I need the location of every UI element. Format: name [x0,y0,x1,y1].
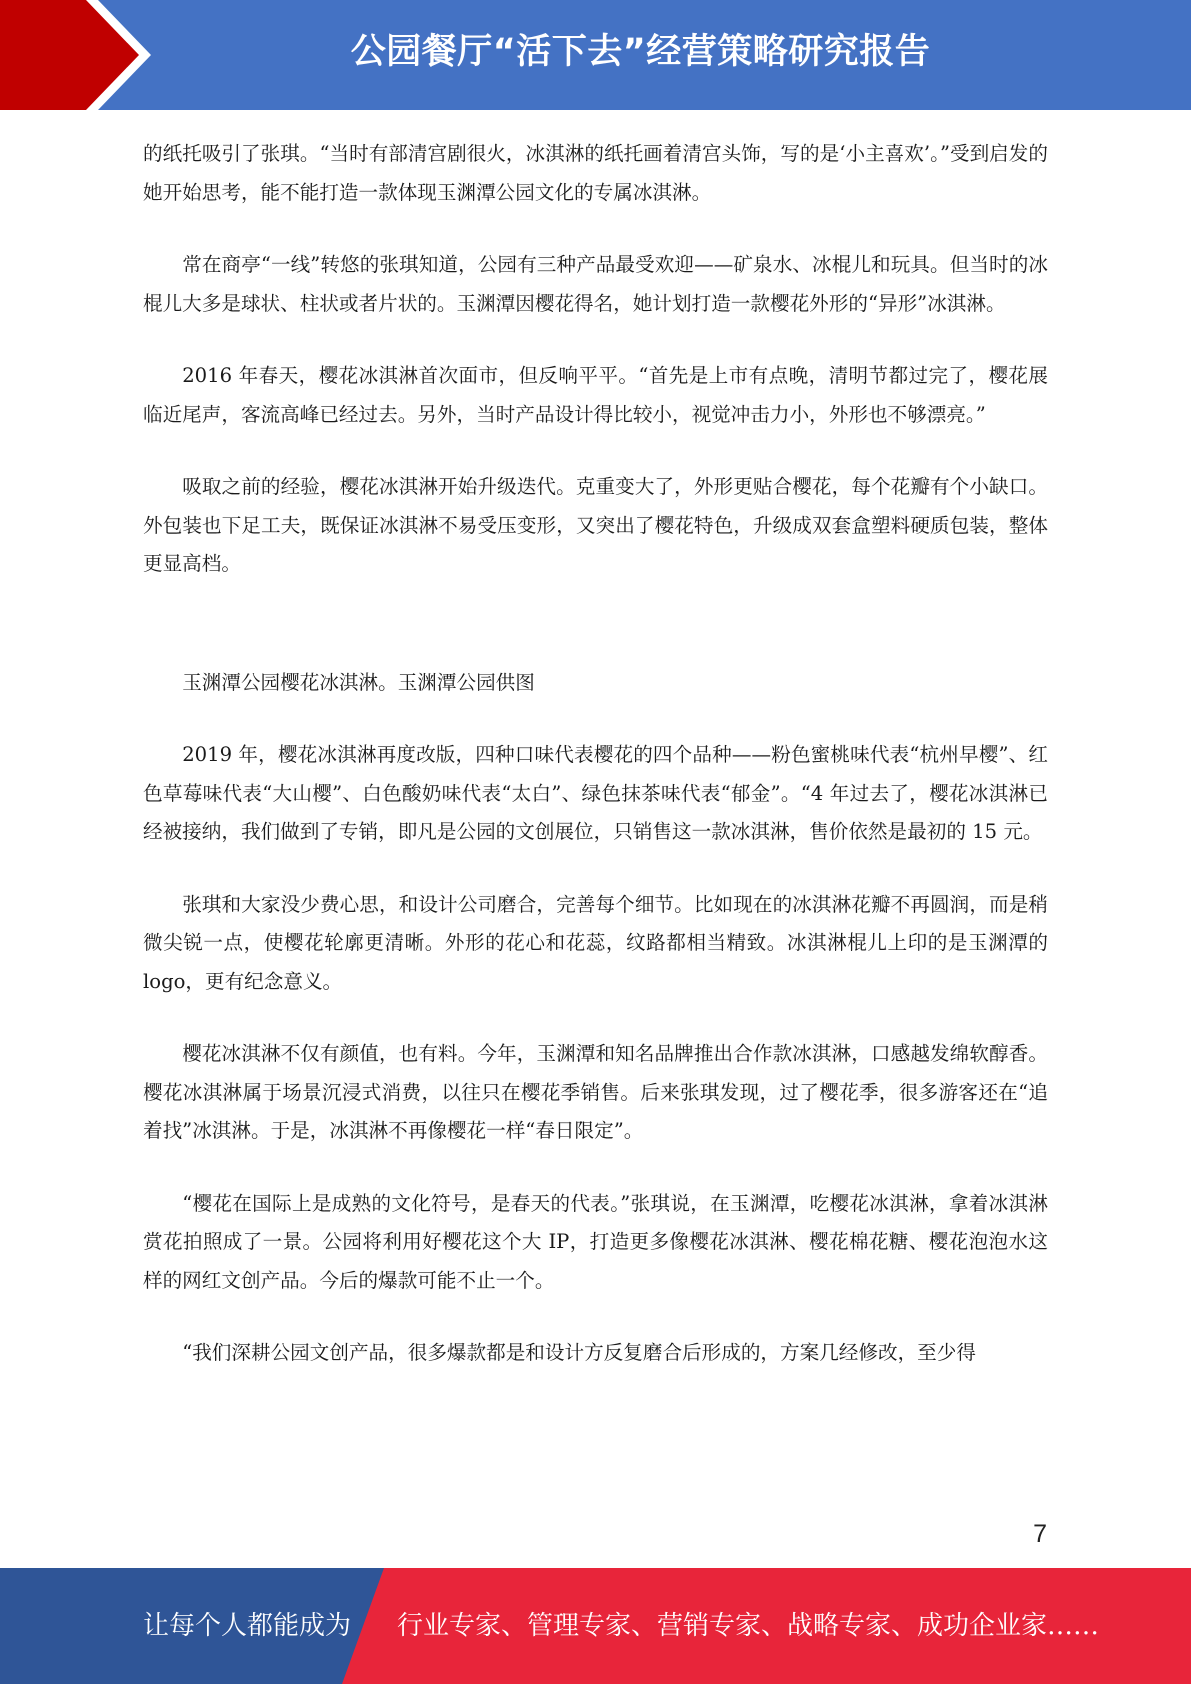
paragraph: 张琪和大家没少费心思，和设计公司磨合，完善每个细节。比如现在的冰淇淋花瓣不再圆润，而是稍微尖锐一点，使樱花轮廓更清晰。外形的花心和花蕊，纹路都相当精致。冰淇淋棍儿上印的是玉渊潭的 logo，更有纪念意义。 [143,892,1048,993]
image-caption: 玉渊潭公园樱花冰淇淋。玉渊潭公园供图 [182,670,535,694]
page-number: 7 [1033,1520,1047,1548]
paragraph: 的纸托吸引了张琪。“当时有部清宫剧很火，冰淇淋的纸托画着清宫头饰，写的是‘小主喜欢’。”受到启发的她开始思考，能不能打造一款体现玉渊潭公园文化的专属冰淇淋。 [143,142,1048,204]
footer-slogan-left: 让每个人都能成为 [143,1611,352,1641]
page-footer [0,1568,1191,1684]
paragraph: 2016 年春天，樱花冰淇淋首次面市，但反响平平。“首先是上市有点晚，清明节都过完了，樱花展临近尾声，客流高峰已经过去。另外，当时产品设计得比较小，视觉冲击力小，外形也不够漂亮。” [143,364,1048,426]
paragraph: “樱花在国际上是成熟的文化符号，是春天的代表。”张琪说，在玉渊潭，吃樱花冰淇淋，拿着冰淇淋赏花拍照成了一景。公园将利用好樱花这个大 IP，打造更多像樱花冰淇淋、樱花棉花糖、樱花泡泡水这样的网红文创产品。今后的爆款可能不止一个。 [143,1191,1048,1292]
header-arrow-icon [0,0,160,110]
article-body [143,135,1048,1373]
paragraph: 2019 年，樱花冰淇淋再度改版，四种口味代表樱花的四个品种——粉色蜜桃味代表“杭州早樱”、红色草莓味代表“大山樱”、白色酸奶味代表“太白”、绿色抹茶味代表“郁金”。“4 年过去了，樱花冰淇淋已经被接纳，我们做到了专销，即凡是公园的文创展位，只销售这一款冰淇淋，售价依然是最初的 15 元。 [143,743,1048,843]
paragraph: 樱花冰淇淋不仅有颜值，也有料。今年，玉渊潭和知名品牌推出合作款冰淇淋，口感越发绵软醇香。樱花冰淇淋属于场景沉浸式消费，以往只在樱花季销售。后来张琪发现，过了樱花季，很多游客还在“追着找”冰淇淋。于是，冰淇淋不再像樱花一样“春日限定”。 [143,1042,1048,1142]
paragraph: 吸取之前的经验，樱花冰淇淋开始升级迭代。克重变大了，外形更贴合樱花，每个花瓣有个小缺口。外包装也下足工夫，既保证冰淇淋不易受压变形，又突出了樱花特色，升级成双套盒塑料硬质包装，整体更显高档。 [143,475,1048,575]
paragraph: “我们深耕公园文创产品，很多爆款都是和设计方反复磨合后形成的，方案几经修改，至少得 [182,1341,976,1364]
paragraph: 常在商亭“一线”转悠的张琪知道，公园有三种产品最受欢迎——矿泉水、冰棍儿和玩具。但当时的冰棍儿大多是球状、柱状或者片状的。玉渊潭因樱花得名，她计划打造一款樱花外形的“异形”冰淇淋。 [143,253,1048,315]
page-header [0,0,1191,110]
report-title: 公园餐厅“活下去”经营策略研究报告 [350,32,931,72]
footer-slogan-right: 行业专家、管理专家、营销专家、战略专家、成功企业家…… [397,1611,1100,1641]
